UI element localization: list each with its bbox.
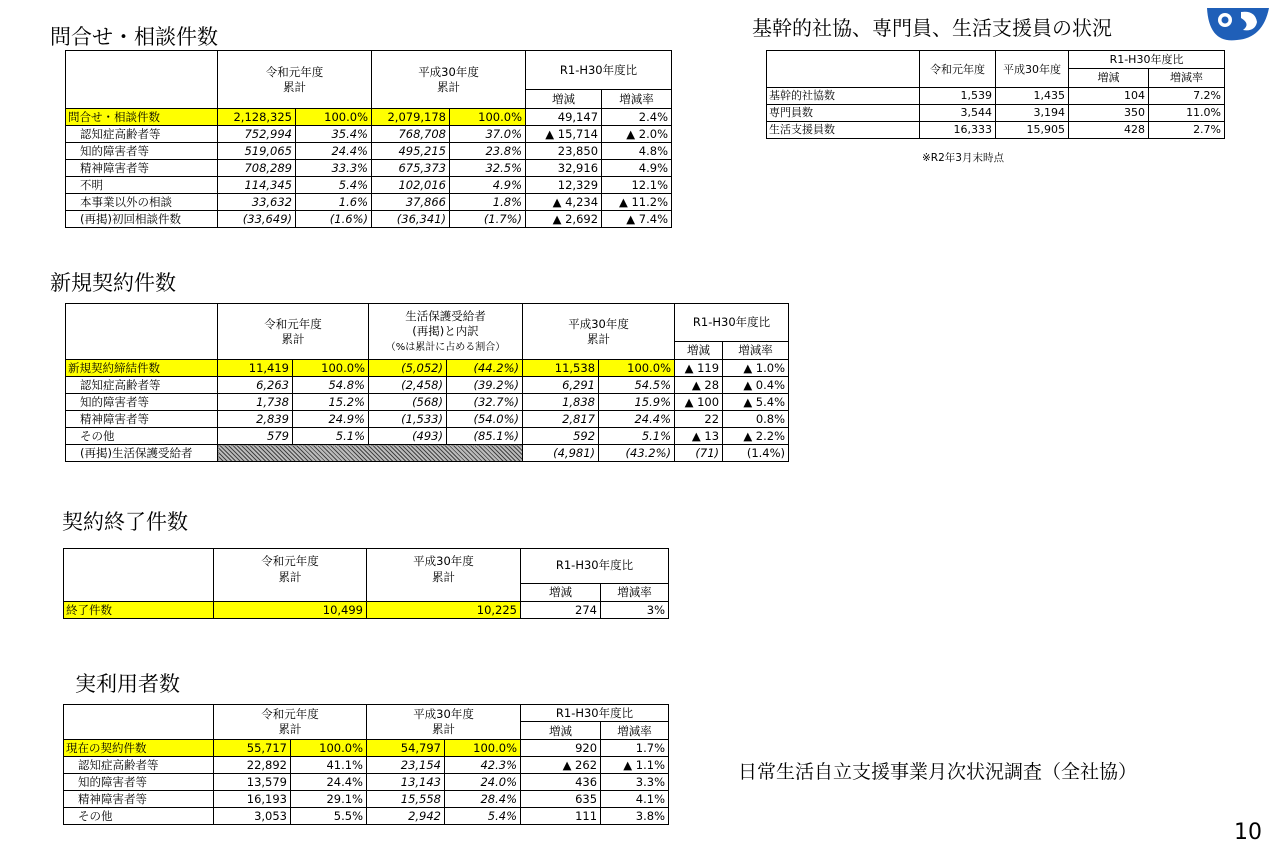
header-r1: 令和元年度 累計 bbox=[214, 549, 367, 602]
header-compare: R1-H30年度比 bbox=[526, 51, 672, 90]
cell-rate: (1.4%) bbox=[723, 445, 789, 462]
cell-diff: ▲ 100 bbox=[675, 394, 723, 411]
row-label: (再掲)生活保護受給者 bbox=[66, 445, 218, 462]
cell-r1: 2,128,325 bbox=[218, 109, 296, 126]
header-diff: 増減 bbox=[526, 90, 602, 109]
header-compare: R1-H30年度比 bbox=[675, 304, 789, 342]
cell-h30-pct: 54.5% bbox=[599, 377, 675, 394]
cell-r1: 1,738 bbox=[218, 394, 293, 411]
cell-diff: ▲ 262 bbox=[521, 757, 601, 774]
cell-h30: 768,708 bbox=[372, 126, 450, 143]
cell-h30: 2,942 bbox=[367, 808, 445, 825]
cell-h30: 3,194 bbox=[996, 105, 1069, 122]
cell-welfare-pct: (32.7%) bbox=[447, 394, 523, 411]
staff-table bbox=[766, 50, 1225, 139]
cell-rate: 3% bbox=[601, 602, 669, 619]
cell-r1: 519,065 bbox=[218, 143, 296, 160]
header-h30: 平成30年度 累計 bbox=[372, 51, 526, 109]
cell-r1: 752,994 bbox=[218, 126, 296, 143]
cell-r1-pct: (1.6%) bbox=[296, 211, 372, 228]
row-label: 精神障害者等 bbox=[64, 791, 214, 808]
header-h30: 平成30年度 累計 bbox=[367, 549, 521, 602]
cell-r1-pct: 100.0% bbox=[293, 360, 369, 377]
cell-diff: ▲ 119 bbox=[675, 360, 723, 377]
cell-r1: 2,839 bbox=[218, 411, 293, 428]
header-r1: 令和元年度 累計 bbox=[218, 51, 372, 109]
cell-h30: 495,215 bbox=[372, 143, 450, 160]
header-welfare: 生活保護受給者 (再掲)と内訳 （%は累計に占める割合） bbox=[369, 304, 523, 360]
cell-r1: 6,263 bbox=[218, 377, 293, 394]
cell-rate: ▲ 7.4% bbox=[602, 211, 672, 228]
cell-r1: 579 bbox=[218, 428, 293, 445]
cell-r1-pct: 100.0% bbox=[296, 109, 372, 126]
cell-h30-pct: 4.9% bbox=[450, 177, 526, 194]
row-label: 知的障害者等 bbox=[66, 394, 218, 411]
cell-h30: 54,797 bbox=[367, 740, 445, 757]
cell-h30-pct: 24.4% bbox=[599, 411, 675, 428]
cell-diff: 635 bbox=[521, 791, 601, 808]
cell-h30-pct: 15.9% bbox=[599, 394, 675, 411]
cell-diff: 22 bbox=[675, 411, 723, 428]
header-compare: R1-H30年度比 bbox=[521, 549, 669, 584]
cell-h30: 11,538 bbox=[523, 360, 599, 377]
cell-rate: ▲ 5.4% bbox=[723, 394, 789, 411]
row-label: 認知症高齢者等 bbox=[66, 126, 218, 143]
contract-end-title: 契約終了件数 bbox=[62, 510, 188, 534]
cell-rate: 4.8% bbox=[602, 143, 672, 160]
cell-h30: 1,838 bbox=[523, 394, 599, 411]
cell-welfare: (568) bbox=[369, 394, 447, 411]
row-label: (再掲)初回相談件数 bbox=[66, 211, 218, 228]
row-label: 終了件数 bbox=[64, 602, 214, 619]
cell-diff: 436 bbox=[521, 774, 601, 791]
cell-r1-pct: 5.5% bbox=[291, 808, 367, 825]
cell-h30-pct: 1.8% bbox=[450, 194, 526, 211]
cell-h30: 15,905 bbox=[996, 122, 1069, 139]
cell-h30: 23,154 bbox=[367, 757, 445, 774]
inquiry-title: 問合せ・相談件数 bbox=[50, 25, 218, 49]
cell-rate: 7.2% bbox=[1149, 88, 1225, 105]
cell-rate: ▲ 2.0% bbox=[602, 126, 672, 143]
cell-h30: 675,373 bbox=[372, 160, 450, 177]
cell-diff: ▲ 2,692 bbox=[526, 211, 602, 228]
page-number: 10 bbox=[1234, 820, 1262, 845]
cell-rate: 3.8% bbox=[601, 808, 669, 825]
cell-r1: 3,544 bbox=[920, 105, 996, 122]
row-label: 知的障害者等 bbox=[66, 143, 218, 160]
cell-diff: 920 bbox=[521, 740, 601, 757]
row-label: その他 bbox=[66, 428, 218, 445]
hatched-cell bbox=[218, 445, 523, 462]
cell-r1-pct: 33.3% bbox=[296, 160, 372, 177]
header-blank bbox=[767, 51, 920, 88]
cell-welfare-pct: (39.2%) bbox=[447, 377, 523, 394]
cell-welfare: (2,458) bbox=[369, 377, 447, 394]
cell-r1-pct: 1.6% bbox=[296, 194, 372, 211]
header-rate: 増減率 bbox=[601, 722, 669, 740]
cell-welfare-pct: (85.1%) bbox=[447, 428, 523, 445]
cell-r1: 1,539 bbox=[920, 88, 996, 105]
header-r1: 令和元年度 累計 bbox=[214, 705, 367, 740]
cell-h30-pct: 28.4% bbox=[445, 791, 521, 808]
cell-h30: 592 bbox=[523, 428, 599, 445]
header-blank bbox=[66, 304, 218, 360]
cell-r1: (33,649) bbox=[218, 211, 296, 228]
cell-r1: 16,193 bbox=[214, 791, 291, 808]
cell-h30: (36,341) bbox=[372, 211, 450, 228]
header-diff: 増減 bbox=[675, 341, 723, 359]
cell-diff: ▲ 13 bbox=[675, 428, 723, 445]
shakyo-logo-icon bbox=[1203, 0, 1273, 44]
cell-r1: 3,053 bbox=[214, 808, 291, 825]
cell-diff: ▲ 28 bbox=[675, 377, 723, 394]
cell-rate: 1.7% bbox=[601, 740, 669, 757]
cell-h30-pct: 42.3% bbox=[445, 757, 521, 774]
header-h30: 平成30年度 累計 bbox=[523, 304, 675, 360]
cell-diff: 12,329 bbox=[526, 177, 602, 194]
cell-r1-pct: 24.9% bbox=[293, 411, 369, 428]
header-blank bbox=[66, 51, 218, 109]
cell-h30-pct: 100.0% bbox=[450, 109, 526, 126]
cell-rate: 3.3% bbox=[601, 774, 669, 791]
header-rate: 増減率 bbox=[601, 583, 669, 601]
cell-rate: ▲ 11.2% bbox=[602, 194, 672, 211]
header-h30: 平成30年度 累計 bbox=[367, 705, 521, 740]
row-label: 精神障害者等 bbox=[66, 160, 218, 177]
new-contract-table bbox=[65, 303, 789, 462]
header-r1: 令和元年度 bbox=[920, 51, 996, 88]
cell-r1-pct: 41.1% bbox=[291, 757, 367, 774]
row-label: 精神障害者等 bbox=[66, 411, 218, 428]
cell-h30-pct: 32.5% bbox=[450, 160, 526, 177]
header-diff: 増減 bbox=[1069, 68, 1149, 87]
cell-r1: 114,345 bbox=[218, 177, 296, 194]
cell-rate: ▲ 2.2% bbox=[723, 428, 789, 445]
new-contract-title: 新規契約件数 bbox=[50, 271, 176, 295]
cell-r1: 33,632 bbox=[218, 194, 296, 211]
cell-rate: 0.8% bbox=[723, 411, 789, 428]
cell-r1-pct: 15.2% bbox=[293, 394, 369, 411]
row-label: 基幹的社協数 bbox=[767, 88, 920, 105]
row-label: 問合せ・相談件数 bbox=[66, 109, 218, 126]
cell-diff: 111 bbox=[521, 808, 601, 825]
cell-diff: ▲ 15,714 bbox=[526, 126, 602, 143]
header-compare: R1-H30年度比 bbox=[521, 705, 669, 722]
cell-diff: 274 bbox=[521, 602, 601, 619]
cell-r1-pct: 29.1% bbox=[291, 791, 367, 808]
cell-h30-pct: 24.0% bbox=[445, 774, 521, 791]
inquiry-table bbox=[65, 50, 672, 228]
cell-h30: (4,981) bbox=[523, 445, 599, 462]
header-h30: 平成30年度 bbox=[996, 51, 1069, 88]
header-diff: 増減 bbox=[521, 583, 601, 601]
cell-welfare: (1,533) bbox=[369, 411, 447, 428]
cell-r1: 16,333 bbox=[920, 122, 996, 139]
row-label: 認知症高齢者等 bbox=[66, 377, 218, 394]
row-label: 専門員数 bbox=[767, 105, 920, 122]
row-label: 新規契約締結件数 bbox=[66, 360, 218, 377]
staff-title: 基幹的社協、専門員、生活支援員の状況 bbox=[752, 16, 1112, 40]
cell-welfare: (5,052) bbox=[369, 360, 447, 377]
cell-h30: 15,558 bbox=[367, 791, 445, 808]
cell-h30: 13,143 bbox=[367, 774, 445, 791]
header-rate: 増減率 bbox=[1149, 68, 1225, 87]
cell-rate: 2.4% bbox=[602, 109, 672, 126]
cell-diff: 104 bbox=[1069, 88, 1149, 105]
cell-h30-pct: 23.8% bbox=[450, 143, 526, 160]
cell-h30-pct: (43.2%) bbox=[599, 445, 675, 462]
row-label: 認知症高齢者等 bbox=[64, 757, 214, 774]
contract-end-table bbox=[63, 548, 669, 619]
cell-diff: ▲ 4,234 bbox=[526, 194, 602, 211]
row-label: 生活支援員数 bbox=[767, 122, 920, 139]
cell-h30: 10,225 bbox=[367, 602, 521, 619]
cell-rate: 11.0% bbox=[1149, 105, 1225, 122]
cell-welfare-pct: (54.0%) bbox=[447, 411, 523, 428]
cell-r1-pct: 5.1% bbox=[293, 428, 369, 445]
cell-r1-pct: 24.4% bbox=[291, 774, 367, 791]
cell-rate: 4.9% bbox=[602, 160, 672, 177]
cell-rate: 2.7% bbox=[1149, 122, 1225, 139]
cell-welfare-pct: (44.2%) bbox=[447, 360, 523, 377]
row-label: その他 bbox=[64, 808, 214, 825]
cell-h30-pct: 37.0% bbox=[450, 126, 526, 143]
cell-r1: 10,499 bbox=[214, 602, 367, 619]
header-blank bbox=[64, 549, 214, 602]
cell-welfare: (493) bbox=[369, 428, 447, 445]
header-blank bbox=[64, 705, 214, 740]
cell-r1: 22,892 bbox=[214, 757, 291, 774]
cell-diff: 350 bbox=[1069, 105, 1149, 122]
header-rate: 増減率 bbox=[602, 90, 672, 109]
row-label: 現在の契約件数 bbox=[64, 740, 214, 757]
cell-diff: 32,916 bbox=[526, 160, 602, 177]
cell-r1: 55,717 bbox=[214, 740, 291, 757]
header-rate: 増減率 bbox=[723, 341, 789, 359]
cell-h30: 6,291 bbox=[523, 377, 599, 394]
cell-r1: 708,289 bbox=[218, 160, 296, 177]
cell-h30: 37,866 bbox=[372, 194, 450, 211]
cell-rate: 4.1% bbox=[601, 791, 669, 808]
cell-h30-pct: 5.1% bbox=[599, 428, 675, 445]
header-diff: 増減 bbox=[521, 722, 601, 740]
cell-r1-pct: 35.4% bbox=[296, 126, 372, 143]
cell-h30: 2,817 bbox=[523, 411, 599, 428]
row-label: 本事業以外の相談 bbox=[66, 194, 218, 211]
cell-h30-pct: (1.7%) bbox=[450, 211, 526, 228]
cell-diff: 23,850 bbox=[526, 143, 602, 160]
cell-h30: 2,079,178 bbox=[372, 109, 450, 126]
cell-h30: 102,016 bbox=[372, 177, 450, 194]
staff-note: ※R2年3月末時点 bbox=[922, 152, 1004, 164]
cell-rate: 12.1% bbox=[602, 177, 672, 194]
cell-r1-pct: 54.8% bbox=[293, 377, 369, 394]
active-users-title: 実利用者数 bbox=[75, 672, 180, 696]
cell-h30: 1,435 bbox=[996, 88, 1069, 105]
cell-rate: ▲ 1.1% bbox=[601, 757, 669, 774]
active-users-table bbox=[63, 704, 669, 825]
cell-diff: 49,147 bbox=[526, 109, 602, 126]
header-compare: R1-H30年度比 bbox=[1069, 51, 1225, 69]
source-text: 日常生活自立支援事業月次状況調査（全社協） bbox=[738, 761, 1138, 783]
cell-diff: (71) bbox=[675, 445, 723, 462]
cell-rate: ▲ 0.4% bbox=[723, 377, 789, 394]
cell-r1: 11,419 bbox=[218, 360, 293, 377]
header-r1: 令和元年度 累計 bbox=[218, 304, 369, 360]
row-label: 知的障害者等 bbox=[64, 774, 214, 791]
cell-rate: ▲ 1.0% bbox=[723, 360, 789, 377]
cell-diff: 428 bbox=[1069, 122, 1149, 139]
cell-r1-pct: 5.4% bbox=[296, 177, 372, 194]
row-label: 不明 bbox=[66, 177, 218, 194]
cell-r1: 13,579 bbox=[214, 774, 291, 791]
cell-h30-pct: 100.0% bbox=[599, 360, 675, 377]
cell-h30-pct: 100.0% bbox=[445, 740, 521, 757]
cell-h30-pct: 5.4% bbox=[445, 808, 521, 825]
cell-r1-pct: 100.0% bbox=[291, 740, 367, 757]
cell-r1-pct: 24.4% bbox=[296, 143, 372, 160]
